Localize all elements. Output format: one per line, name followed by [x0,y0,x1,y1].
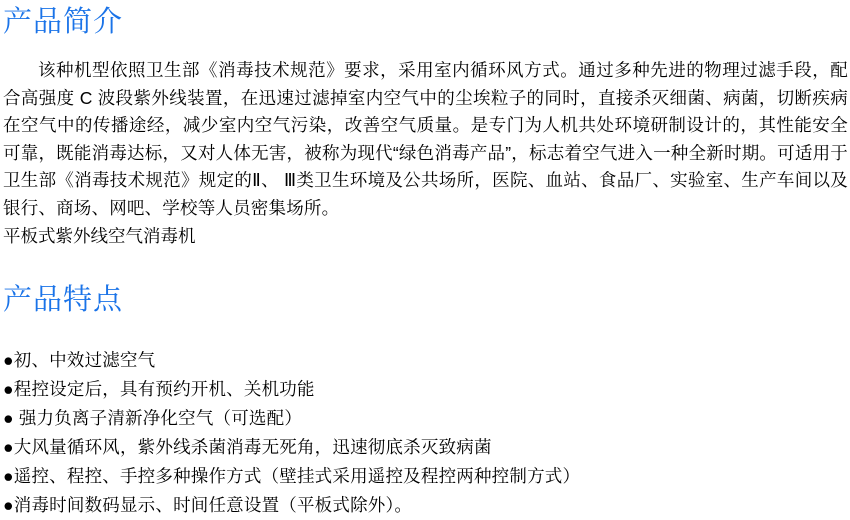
feature-list [3,346,848,520]
feature-item: ●程控设定后，具有预约开机、关机功能 [3,379,315,400]
feature-item: ●初、中效过滤空气 [3,350,156,371]
feature-item: ● 强力负离子清新净化空气（可选配） [3,408,303,429]
features-section-title: 产品特点 [3,284,124,317]
feature-item: ●消毒时间数码显示、时间任意设置（平板式除外）。 [3,495,413,516]
product-name-line: 平板式紫外线空气消毒机 [3,225,196,246]
feature-item: ●遥控、程控、手控多种操作方式（壁挂式采用遥控及程控两种控制方式） [3,466,581,487]
intro-paragraph: 该种机型依照卫生部《消毒技术规范》要求，采用室内循环风方式。通过多种先进的物理过滤手段，配合高强度 C 波段紫外线装置，在迅速过滤掉室内空气中的尘埃粒子的同时，直接杀灭细菌、病菌，切断疾病在空气中的传播途经，减少室内空气污染，改善空气质量。是专门为人机共处环境研制设计的，其性能安全可靠，既能消毒达标，又对人体无害，被称为现代“绿色消毒产品”，标志着空气进入一种全新时期。可适用于卫生部《消毒技术规范》规定的Ⅱ、 Ⅲ类卫生环境及公共场所，医院、血站、食品厂、实验室、生产车间以及银行、商场、网吧、学校等人员密集场所。 [3,60,848,218]
intro-section-title: 产品简介 [3,6,124,38]
feature-item: ●大风量循环风，紫外线杀菌消毒无死角，迅速彻底杀灭致病菌 [3,437,492,458]
